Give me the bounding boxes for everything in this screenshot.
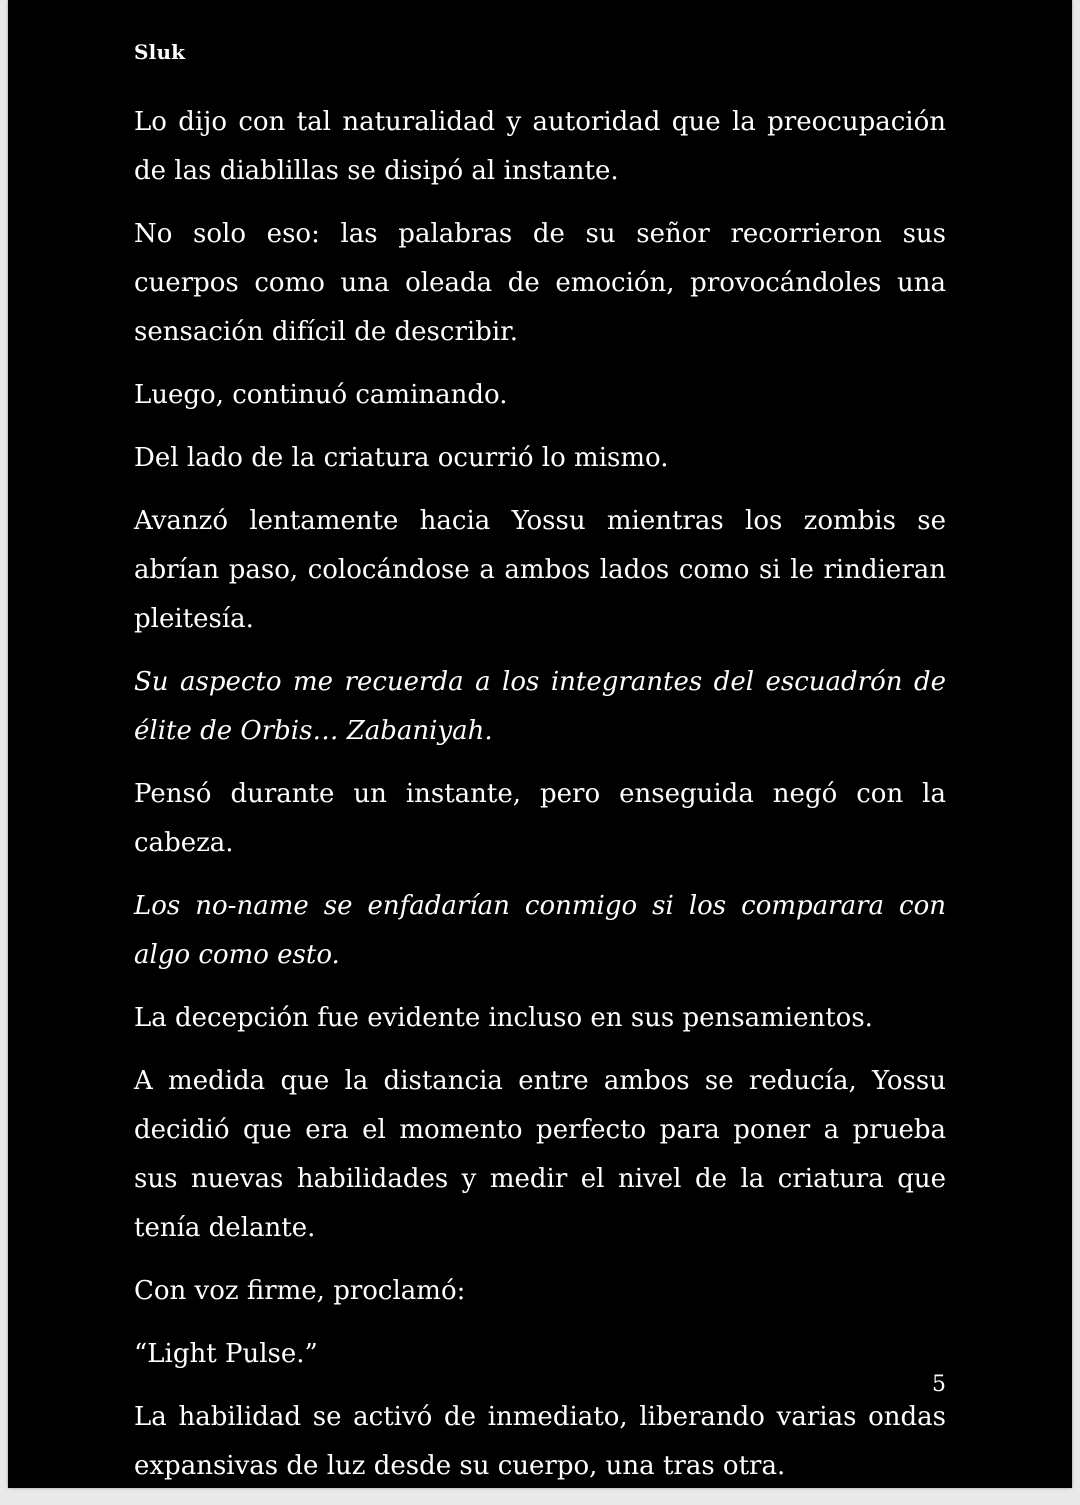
italic-thought-paragraph: Su aspecto me recuerda a los integrantes del escuadrón de élite de Orbis… Zabaniyah.: [134, 667, 946, 746]
running-header-author: Sluk: [134, 40, 186, 64]
paragraph: A medida que la distancia entre ambos se reducía, Yossu decidió que era el momento perfecto para poner a prueba sus nuevas habilidades y medir el nivel de la criatura que tenía delante.: [134, 1066, 946, 1243]
italic-thought-paragraph: Los no-name se enfadarían conmigo si los comparara con algo como esto.: [134, 891, 946, 970]
paragraph: Con voz firme, proclamó:: [134, 1276, 466, 1306]
paragraph: La decepción fue evidente incluso en sus pensamientos.: [134, 1003, 873, 1033]
paragraph: “Light Pulse.”: [134, 1339, 318, 1369]
paragraph: Avanzó lentamente hacia Yossu mientras los zombis se abrían paso, colocándose a ambos lados como si le rindieran pleitesía.: [134, 506, 946, 634]
document-page: [8, 0, 1072, 1488]
paragraph: Lo dijo con tal naturalidad y autoridad que la preocupación de las diablillas se disipó al instante.: [134, 107, 946, 186]
paragraph: Pensó durante un instante, pero enseguida negó con la cabeza.: [134, 779, 946, 858]
page-body: [134, 98, 946, 1505]
paragraph: Del lado de la criatura ocurrió lo mismo.: [134, 443, 669, 473]
paragraph: La habilidad se activó de inmediato, liberando varias ondas expansivas de luz desde su cuerpo, una tras otra.: [134, 1402, 946, 1481]
page-number: 5: [932, 1372, 946, 1397]
paragraph: Luego, continuó caminando.: [134, 380, 508, 410]
paragraph: No solo eso: las palabras de su señor recorrieron sus cuerpos como una oleada de emoción, provocándoles una sensación difícil de describir.: [134, 219, 946, 347]
